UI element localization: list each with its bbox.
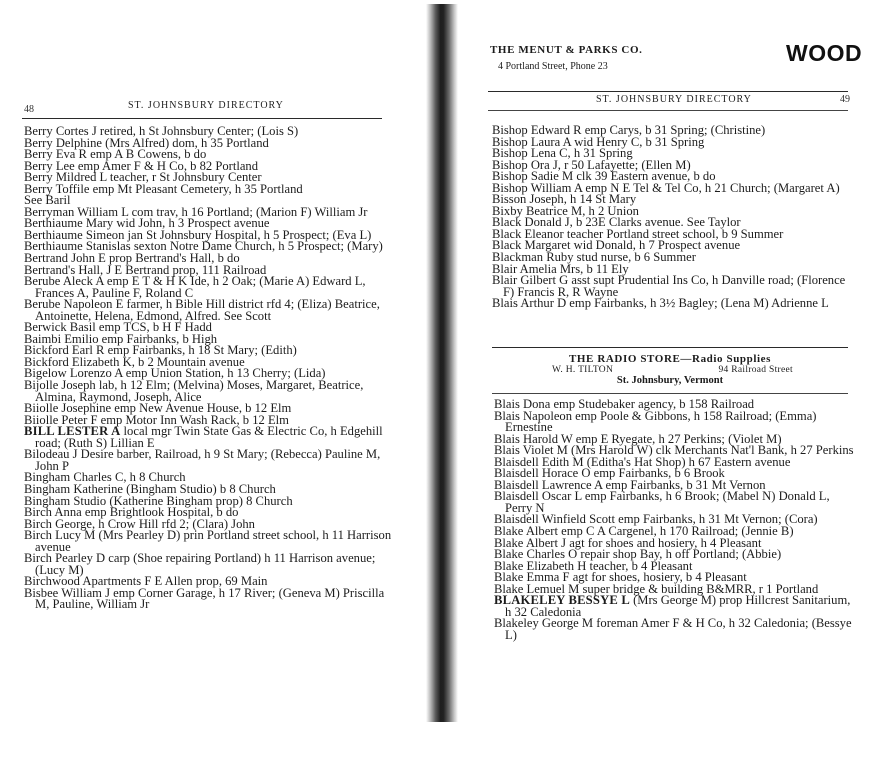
entry-text: Blaisdell Oscar L emp Fairbanks, h 6 Brook; (Mabel N) Donald L, Perry N bbox=[494, 489, 830, 515]
entry-text: Blais Violet M (Mrs Harold W) clk Merchants Nat'l Bank, h 27 Perkins bbox=[494, 443, 854, 458]
advert-company-name: THE MENUT & PARKS CO. bbox=[490, 44, 643, 56]
directory-entry bbox=[24, 585, 396, 612]
advert-location: St. Johnsbury, Vermont bbox=[616, 375, 724, 386]
entry-text: Birch George, h Crow Hill rfd 2; (Clara) John bbox=[24, 516, 255, 531]
radio-store-advert bbox=[492, 353, 848, 386]
directory-entry bbox=[24, 276, 396, 299]
directory-entry bbox=[494, 618, 858, 641]
entry-name-bold: BILL LESTER A bbox=[24, 424, 121, 439]
entry-text: Berry Eva R emp A B Cowens, b do bbox=[24, 147, 207, 162]
entry-text: Blaisdell Lawrence A emp Fairbanks, b 31 Mt Vernon bbox=[494, 477, 766, 492]
entry-text: Blaisdell Horace O emp Fairbanks, b 6 Brook bbox=[494, 466, 725, 481]
entry-text: local mgr Twin State Gas & Electric Co, h Edgehill road; (Ruth S) Lillian E bbox=[35, 424, 383, 450]
entry-text: Blaisdell Winfield Scott emp Fairbanks, h 31 Mt Vernon; (Cora) bbox=[494, 512, 818, 527]
entry-text: Bilodeau J Desire barber, Railroad, h 9 St Mary; (Rebecca) Pauline M, John P bbox=[24, 447, 381, 473]
entry-text: Birch Anna emp Brightlook Hospital, b do bbox=[24, 505, 239, 520]
entry-text: Birchwood Apartments F E Allen prop, 69 Main bbox=[24, 574, 268, 589]
entry-text: Blaisdell Edith M (Editha's Hat Shop) h 67 Eastern avenue bbox=[494, 454, 791, 469]
entry-text: Berry Mildred L teacher, r St Johnsbury Center bbox=[24, 170, 262, 185]
running-head: ST. JOHNSBURY DIRECTORY bbox=[128, 100, 284, 111]
entry-text: Berwick Basil emp TCS, b H F Hadd bbox=[24, 320, 212, 335]
entry-text: Biiolle Josephine emp New Avenue House, b 12 Elm bbox=[24, 401, 292, 416]
advert-rule-top bbox=[492, 347, 848, 348]
entry-text: Blakeley George M foreman Amer F & H Co, h 32 Caledonia; (Bessye L) bbox=[494, 616, 852, 642]
entry-text: Birch Pearley D carp (Shoe repairing Portland) h 11 Harrison avenue; (Lucy M) bbox=[24, 551, 376, 577]
entry-text: Berube Aleck A emp E T & H K Ide, h 2 Oak; (Marie A) Edward L, Frances A, Pauline F, Roland C bbox=[24, 274, 366, 300]
directory-entry bbox=[24, 530, 396, 553]
advert-title: THE RADIO STORE—Radio Supplies bbox=[568, 353, 772, 365]
entry-text: Bertrand John E prop Bertrand's Hall, b do bbox=[24, 251, 240, 266]
entry-text: Bingham Katherine (Bingham Studio) b 8 Church bbox=[24, 481, 276, 496]
directory-entries-bottom bbox=[494, 399, 858, 641]
page-number: 48 bbox=[24, 104, 34, 115]
directory-entries bbox=[24, 126, 396, 611]
entry-text: Birch Lucy M (Mrs Pearley D) prin Portland street school, h 11 Harrison avenue bbox=[24, 528, 392, 554]
entry-text: Bickford Earl R emp Fairbanks, h 18 St Mary; (Edith) bbox=[24, 343, 297, 358]
book-binding-gutter bbox=[426, 4, 458, 722]
entry-text: Berthiaume Stanislas sexton Notre Dame Church, h 5 Prospect; (Mary) bbox=[24, 239, 383, 254]
entry-text: Baimbi Emilio emp Fairbanks, b High bbox=[24, 331, 218, 346]
entry-text: Blais Harold W emp E Ryegate, h 27 Perkins; (Violet M) bbox=[494, 431, 782, 446]
entry-text: Bertrand's Hall, J E Bertrand prop, 111 Railroad bbox=[24, 262, 267, 277]
entry-text: Bishop Ora J, r 50 Lafayette; (Ellen M) bbox=[492, 157, 691, 172]
entry-text: Bishop William A emp N E Tel & Tel Co, h 21 Church; (Margaret A) bbox=[492, 180, 840, 195]
entry-text: Berry Toffile emp Mt Pleasant Cemetery, h 35 Portland bbox=[24, 181, 303, 196]
entry-text: Berryman William L com trav, h 16 Portland; (Marion F) William Jr bbox=[24, 204, 368, 219]
directory-entry bbox=[492, 275, 858, 298]
entry-text: See Baril bbox=[24, 193, 71, 208]
entry-text: Biiolle Peter F emp Motor Inn Wash Rack, b 12 Elm bbox=[24, 412, 289, 427]
directory-entry bbox=[24, 553, 396, 576]
entry-text: Blake Elizabeth H teacher, b 4 Pleasant bbox=[494, 558, 693, 573]
entry-text: Black Margaret wid Donald, h 7 Prospect avenue bbox=[492, 238, 741, 253]
entry-text: Bixby Beatrice M, h 2 Union bbox=[492, 203, 639, 218]
entry-text: Bishop Laura A wid Henry C, b 31 Spring bbox=[492, 134, 705, 149]
directory-entry bbox=[24, 299, 396, 322]
entry-text: Bisson Joseph, h 14 St Mary bbox=[492, 192, 637, 207]
directory-entries-top bbox=[492, 125, 858, 310]
entry-text: Blake Emma F agt for shoes, hosiery, b 4 Pleasant bbox=[494, 570, 747, 585]
header-rule-top bbox=[488, 91, 848, 92]
entry-text: Blais Napoleon emp Poole & Gibbons, h 158 Railroad; (Emma) Ernestine bbox=[494, 408, 817, 435]
entry-text: Blackman Ruby stud nurse, b 6 Summer bbox=[492, 250, 696, 265]
entry-text: Bickford Elizabeth K, b 2 Mountain avenue bbox=[24, 354, 245, 369]
entry-text: Black Eleanor teacher Portland street school, b 9 Summer bbox=[492, 226, 784, 241]
directory-entry bbox=[494, 491, 858, 514]
header-rule bbox=[22, 118, 382, 119]
entry-text: Bingham Studio (Katherine Bingham prop) 8 Church bbox=[24, 493, 293, 508]
entry-text: Bingham Charles C, h 8 Church bbox=[24, 470, 186, 485]
directory-entry bbox=[494, 408, 858, 435]
entry-text: Bijolle Joseph lab, h 12 Elm; (Melvina) Moses, Margaret, Beatrice, Almina, Raymond, Joseph, Alice bbox=[24, 378, 364, 404]
directory-entry bbox=[24, 449, 396, 472]
directory-entry bbox=[494, 595, 858, 618]
entry-text: Berube Napoleon E farmer, h Bible Hill district rfd 4; (Eliza) Beatrice, Antoinette, Helena, Edmond, Alfred. See Scott bbox=[24, 297, 380, 323]
entry-text: Blake Lemuel M super bridge & building B&MRR, r 1 Portland bbox=[494, 581, 819, 596]
entry-text: Berthiaume Mary wid John, h 3 Prospect avenue bbox=[24, 216, 270, 231]
entry-text: Blake Charles O repair shop Bay, h off Portland; (Abbie) bbox=[494, 547, 782, 562]
entry-text: Blais Dona emp Studebaker agency, b 158 Railroad bbox=[494, 397, 755, 411]
directory-entry bbox=[24, 426, 396, 449]
left-page bbox=[0, 0, 428, 772]
directory-entry bbox=[24, 181, 396, 196]
advert-address: 94 Railroad Street bbox=[718, 365, 793, 375]
page-number: 49 bbox=[840, 94, 850, 105]
entry-text: Bishop Edward R emp Carys, b 31 Spring; (Christine) bbox=[492, 123, 766, 137]
entry-text: Blair Gilbert G asst supt Prudential Ins Co, h Danville road; (Florence F) Francis R, R Wayne bbox=[492, 273, 846, 299]
entry-text: Blair Amelia Mrs, b 11 Ely bbox=[492, 261, 629, 276]
entry-text: Black Donald J, b 23E Clarks avenue. See Taylor bbox=[492, 215, 741, 230]
entry-text: Bisbee William J emp Corner Garage, h 17 River; (Geneva M) Priscilla M, Pauline, William Jr bbox=[24, 585, 385, 612]
directory-entry bbox=[492, 298, 858, 310]
advert-address: 4 Portland Street, Phone 23 bbox=[498, 61, 608, 72]
entry-text: Bishop Sadie M clk 39 Eastern avenue, b do bbox=[492, 169, 716, 184]
entry-text: Bigelow Lorenzo A emp Union Station, h 13 Cherry; (Lida) bbox=[24, 366, 326, 381]
entry-text: Blais Arthur D emp Fairbanks, h 3½ Bagley; (Lena M) Adrienne L bbox=[492, 296, 829, 311]
right-page bbox=[456, 0, 882, 772]
advert-owner: W. H. TILTON bbox=[552, 365, 614, 375]
entry-text: Blake Albert J agt for shoes and hosiery, h 4 Pleasant bbox=[494, 535, 762, 550]
header-rule-bottom bbox=[488, 110, 848, 111]
entry-text: Bishop Lena C, h 31 Spring bbox=[492, 146, 633, 161]
entry-text: Berry Delphine (Mrs Alfred) dom, h 35 Portland bbox=[24, 135, 269, 150]
entry-text: Berry Lee emp Amer F & H Co, b 82 Portland bbox=[24, 158, 258, 173]
running-head: ST. JOHNSBURY DIRECTORY bbox=[596, 94, 752, 105]
advert-rule-bottom bbox=[492, 393, 848, 394]
advert-product: WOOD bbox=[786, 40, 863, 66]
entry-text: Berry Cortes J retired, h St Johnsbury Center; (Lois S) bbox=[24, 124, 299, 138]
directory-entry bbox=[24, 380, 396, 403]
entry-text: Berthiaume Simeon jan St Johnsbury Hospital, h 5 Prospect; (Eva L) bbox=[24, 227, 372, 242]
entry-text: Blake Albert emp C A Cargenel, h 170 Railroad; (Jennie B) bbox=[494, 524, 794, 539]
entry-name-bold: BLAKELEY BESSYE L bbox=[494, 593, 630, 608]
entry-text: (Mrs George M) prop Hillcrest Sanitarium, h 32 Caledonia bbox=[505, 593, 851, 619]
